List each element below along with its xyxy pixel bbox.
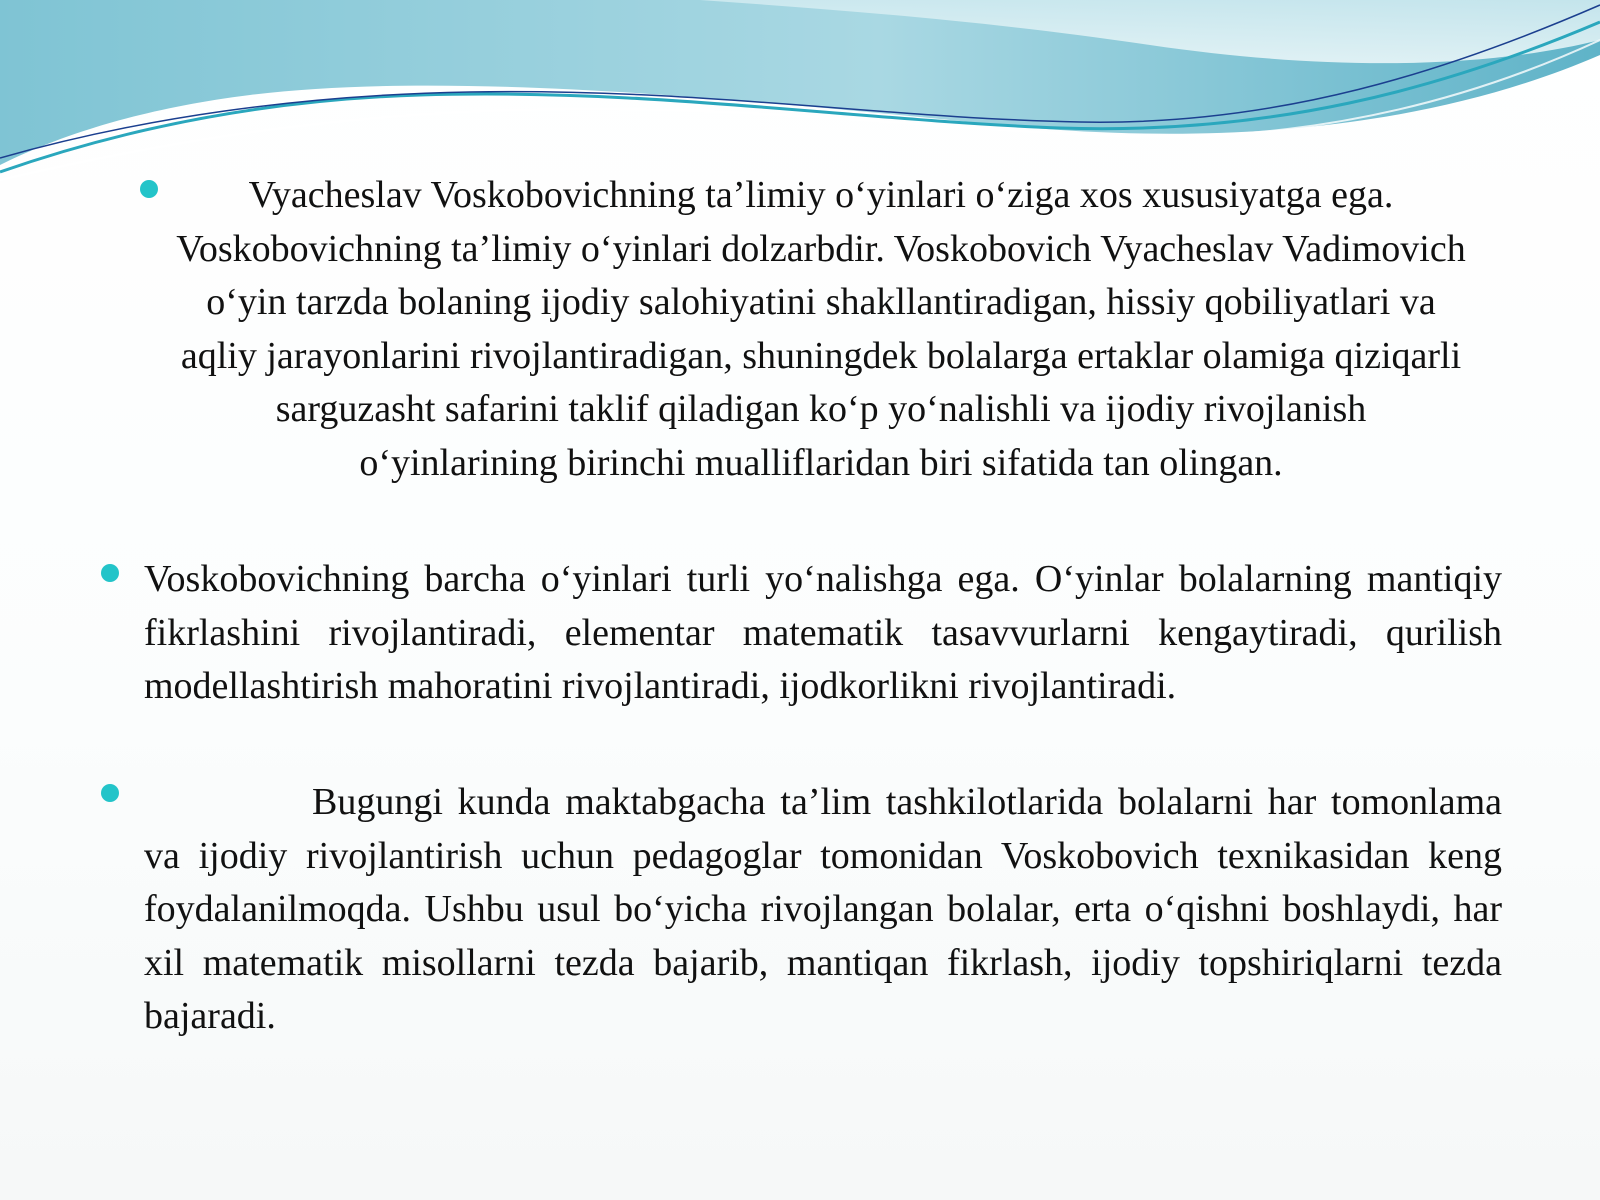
bullet-icon (140, 180, 158, 198)
paragraph-2: Voskobovichning barcha o‘yinlari turli yo‘nalishga ega. O‘yinlar bolalarning mantiqiy fikrlashini rivojlantiradi, elementar matematik tasavvurlarni kengaytiradi, qurilish modellashtirish mahoratini rivojlantiradi, ijodkorlikni rivojlantiradi. (144, 558, 1502, 707)
paragraph-3-text: Bugungi kunda maktabgacha ta’lim tashkilotlarida bolalarni har tomonlama va ijodiy rivojlantirish uchun pedagoglar tomonidan Voskobovich texnikasidan keng foydalanilmoqda. Ushbu usul bo‘yicha rivojlangan bolalar, erta o‘qishni boshlaydi, har xil matematik misollarni tezda bajarib, mantiqan fikrlash, ijodiy topshiriqlarni tezda bajaradi. (144, 781, 1502, 1037)
bullet-icon (101, 784, 119, 802)
paragraph-1: Vyacheslav Voskobovichning ta’limiy o‘yinlari o‘ziga xos xususiyatga ega. Voskobovichning ta’limiy o‘yinlari dolzarbdir. Voskobovich Vyacheslav Vadimovich o‘yin tarzda bolaning ijodiy salohiyatini shakllantiradigan, hissiy qobiliyatlari va aqliy jarayonlarini rivojlantiradigan, shuningdek bolalarga ertaklar olamiga qiziqarli sarguzasht safarini taklif qiladigan ko‘p yo‘nalishli va ijodiy rivojlanish o‘yinlarining birinchi mualliflaridan biri sifatida tan olingan. (176, 174, 1466, 484)
paragraph-3 (144, 776, 1502, 1044)
bullet-icon (101, 564, 119, 582)
